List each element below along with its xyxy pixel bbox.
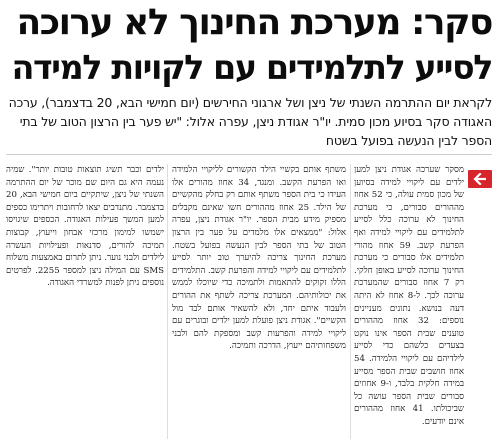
arrow-left-icon <box>468 170 492 188</box>
headline-line-2: לסייע לתלמידים עם לקויות למידה <box>11 48 492 87</box>
body-text-left: ילדים וכבר תשיג תוצאות טובות יותר". שמיה נעמה היא גם היום שם מוכר של יום ההתרמה השנתי של ניצן, שיתקיים ביום חמישי הבא, 20 בדצמבר. מתנדבים יצאו לרחובות ויתרימו כספים למען המשך פעילות האגודה. הכספים שיגויסו ישמשו למימון מרכזי אבחון וייעוץ, קבוצות תמיכה להורים, סדנאות ופעילויות העשרה לילדים ולבני נוער. ניתן לתרום באמצעות משלוח SMS עם המילה ניצן למספר 2255. לפרטים נוספים ניתן לפנות למשרדי האגודה. <box>6 165 164 289</box>
lead-line-3: הספר לבין הנעשה בפועל בשטח <box>325 133 492 148</box>
body-column-left <box>6 164 164 444</box>
body-column-right <box>354 164 464 444</box>
body-text-right: מסקר שערכה אגודת ניצן למען ילדים עם ליקויי למידה בסיוען של מכון סמית עולה, כי 52 אחוז מההורים סבורים, כי מערכת החינוך לא ערוכה כלל לסייע לתלמידים עם ליקויי למידה ואף הפרעת קשב. 59 אחוז מהורי תלמידים אלו סבורים כי מערכת החינוך ערוכה לסייע באופן חלקי. רק 7 אחוז סבורים שהמערכת ערוכה לכך. ל-8 אחוז לא היתה דעה בנושא. נתונים מעניינים נוספים: 32 אחוז מההורים טוענים שבית הספר אינו נוקט בצעדים כלשהם כדי לסייע לילדיהם עם ליקויי הלמידה. 54 אחוז חושבים שבית הספר מסייע במידה חלקית בלבד, ו-9 אחוזים סבורים שבית הספר עושה כל שביכולתו. 41 אחוז מההורים אינם יודעים. <box>354 165 464 427</box>
column-separator <box>167 164 168 439</box>
body-text-middle: משתף אותם בקשיי הילד הקשורים לליקויי הלמידה ואו הפרעת הקשב. ומנגד, 34 אחוז מהורים אלו העידו כי בית הספר משתף אותם רק בחלק מהקשיים של הילד. 25 אחוז מההורים חשו שאינם מקבלים מספיק מידע מבית הספר. יו"ר אגודת ניצן, עפרה אלול: "ממצאים אלו מלמדים על פער בין הרצון הטוב של בתי הספר לבין הנעשה בפועל בשטח. מערכת החינוך צריכה להיערך טוב יותר לסייע לתלמידים עם ליקויי למידה והפרעת קשב. התלמידים הללו זקוקים להתאמות ולתמיכה כדי שיוכלו לממש את יכולותיהם. המערכת צריכה לשתף את ההורים ולעבוד איתם יחד, ולא להשאיר אותם לבד מול הקשיים". אגודת ניצן פועלת למען ילדים ובוגרים עם ליקויי למידה והפרעות קשב ומספקת להם ולבני משפחותיהם ייעוץ, הדרכה ותמיכה. <box>172 165 346 352</box>
headline-line-1: סקר: מערכת החינוך לא ערוכה <box>16 2 492 43</box>
article-headline <box>6 0 492 90</box>
body-column-middle <box>172 164 346 444</box>
column-separator <box>350 164 351 439</box>
article-lead <box>6 93 492 150</box>
lead-divider <box>6 154 492 155</box>
lead-line-2: האגודה סקר בסיוע מכון סמית. יו"ר אגודת ניצן, עפרה אלול: "יש פער בין הרצון הטוב של בתי <box>19 114 492 129</box>
lead-line-1: לקראת יום ההתרמה השנתי של ניצן ושל ארגוני החירשים (יום חמישי הבא, 20 בדצמבר), ערכה <box>8 95 492 110</box>
